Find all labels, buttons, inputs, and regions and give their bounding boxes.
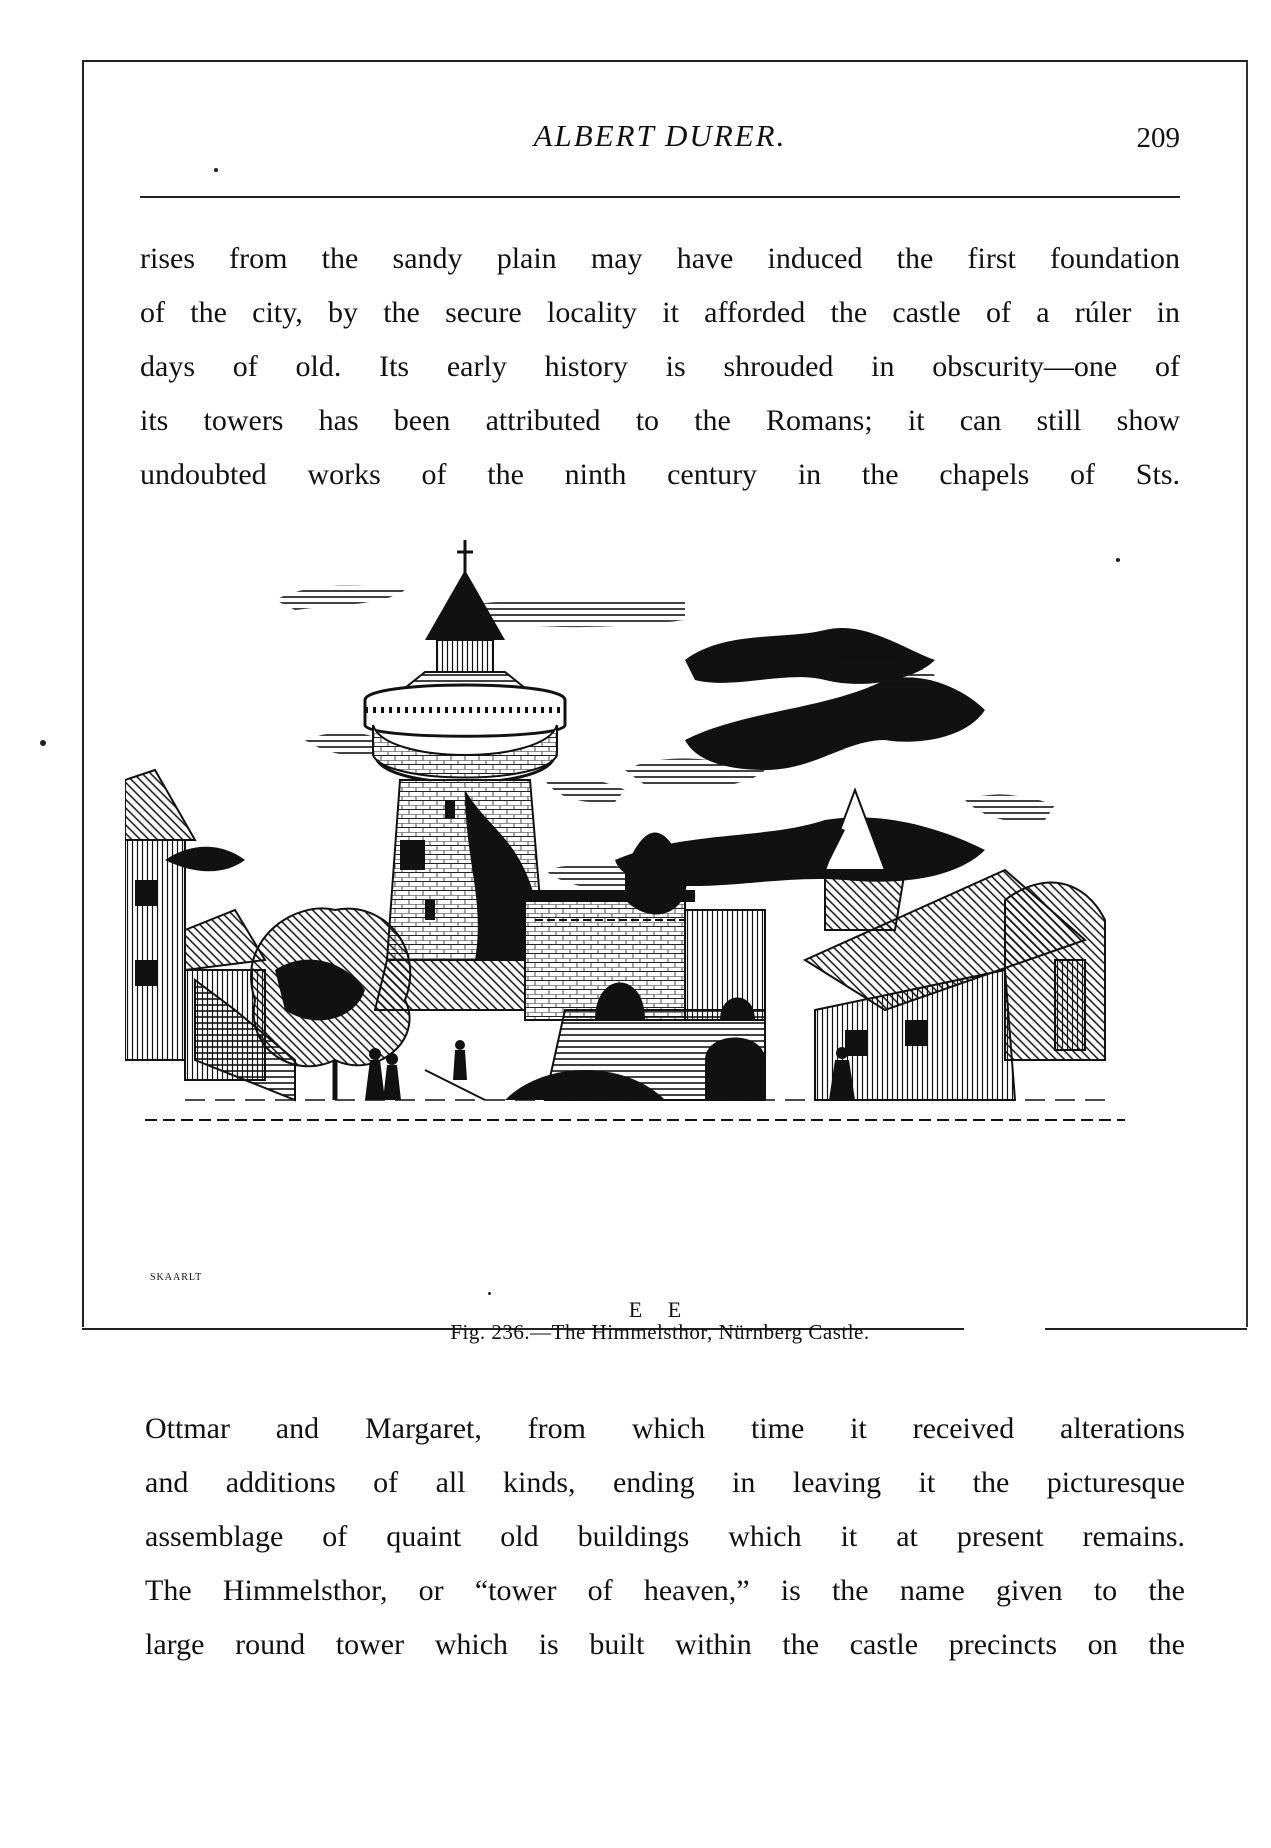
ink-speck [488, 1292, 491, 1295]
text-line: undoubted works of the ninth century in the chapels of Sts. [140, 458, 1180, 491]
header-rule [140, 196, 1180, 198]
engraving-himmelsthor [125, 540, 1185, 1300]
engraver-signature: SKAARLT [150, 1272, 203, 1283]
bottom-paragraph [145, 1402, 1185, 1672]
text-line: of the city, by the secure locality it afforded the castle of a rúler in [140, 296, 1180, 329]
text-line: The Himmelsthor, or “tower of heaven,” is the name given to the [145, 1574, 1185, 1607]
ink-speck [214, 168, 218, 172]
page-number: 209 [1136, 122, 1180, 154]
text-line: Ottmar and Margaret, from which time it received alterations [145, 1412, 1185, 1445]
clouds [165, 586, 1055, 891]
text-line: assemblage of quaint old buildings which it at present remains. [145, 1520, 1185, 1553]
text-line: its towers has been attributed to the Romans; it can still show [140, 404, 1180, 437]
figure-caption: Fig. 236.—The Himmelsthor, Nürnberg Castle. [450, 1320, 870, 1344]
running-header [140, 118, 1180, 168]
signature-mark: E E [628, 1297, 692, 1322]
text-line: large round tower which is built within the castle precincts on the [145, 1628, 1185, 1661]
ink-speck [1116, 558, 1120, 562]
text-line: and additions of all kinds, ending in leaving it the picturesque [145, 1466, 1185, 1499]
running-title: ALBERT DURER. [533, 118, 787, 153]
text-line: days of old. Its early history is shrouded in obscurity—one of [140, 350, 1180, 383]
engraving-illustration [125, 540, 1185, 1300]
top-paragraph [140, 232, 1180, 502]
ink-speck [40, 740, 46, 746]
text-line: rises from the sandy plain may have induced the first foundation [140, 242, 1180, 275]
tower-gallery [365, 685, 565, 783]
